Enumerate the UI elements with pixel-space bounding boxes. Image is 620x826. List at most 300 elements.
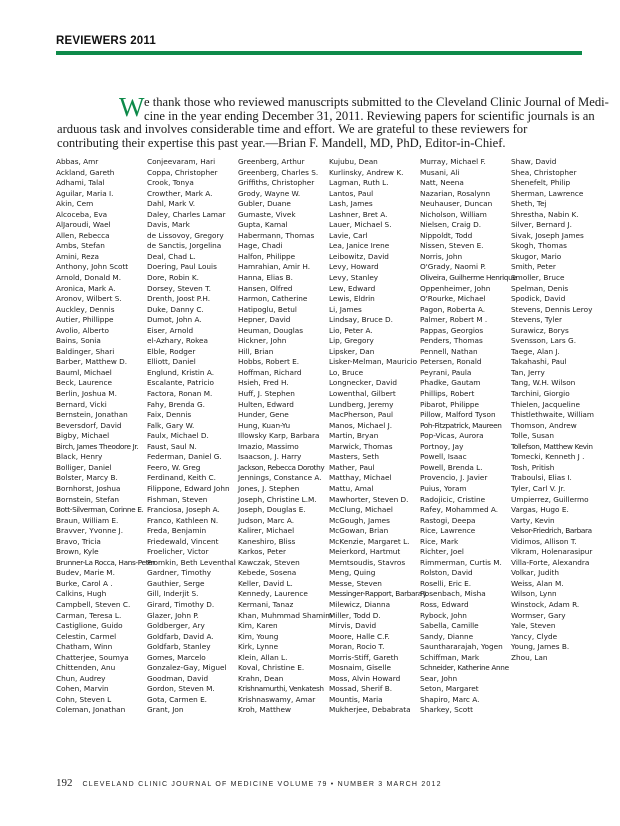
reviewer-name: Auckley, Dennis — [56, 304, 115, 314]
reviewer-name: Bravver, Yvonne J. — [56, 526, 124, 536]
reviewer-name: Mather, Paul — [329, 462, 375, 472]
reviewer-name: Villa-Forte, Alexandra — [511, 557, 590, 567]
reviewer-name: Spelman, Denis — [511, 283, 569, 293]
reviewer-name: Poh-Fitzpatrick, Maureen — [420, 420, 502, 430]
reviewer-name: Franciosa, Joseph A. — [147, 505, 220, 515]
reviewer-name: Brown, Kyle — [56, 547, 99, 557]
reviewer-name: Velsor-Friedrich, Barbara — [511, 526, 592, 536]
reviewer-name: Hickner, John — [238, 336, 287, 346]
reviewer-name: Kirk, Lynne — [238, 642, 279, 652]
reviewer-name: Gomes, Marcelo — [147, 652, 206, 662]
reviewer-name: Girard, Timothy D. — [147, 599, 215, 609]
reviewer-name: Nissen, Steven E. — [420, 241, 484, 251]
reviewer-name: Martin, Bryan — [329, 431, 379, 441]
reviewer-name: Shrestha, Nabin K. — [511, 209, 579, 219]
reviewer-name: Braun, William E. — [56, 515, 119, 525]
reviewer-name: Deal, Chad L. — [147, 251, 196, 261]
reviewer-name: Krishnamurthi, Venkatesh — [238, 684, 324, 694]
reviewer-name: Fahy, Brenda G. — [147, 399, 205, 409]
reviewer-name: Musani, Ali — [420, 167, 460, 177]
reviewer-name: Factora, Ronan M. — [147, 389, 213, 399]
reviewer-name: Beversdorf, David — [56, 420, 122, 430]
reviewer-name: Pappas, Georgios — [420, 325, 484, 335]
reviewer-name: Memtsoudis, Stavros — [329, 557, 406, 567]
reviewer-name: Schneider, Katherine Anne — [420, 663, 509, 673]
reviewer-name: Chatham, Winn — [56, 642, 113, 652]
reviewer-name: Lipsker, Dan — [329, 346, 375, 356]
reviewer-name: Kurlinsky, Andrew K. — [329, 167, 404, 177]
reviewer-name: Masters, Seth — [329, 452, 379, 462]
reviewer-name: Lagman, Ruth L. — [329, 178, 389, 188]
reviewer-name: Lew, Edward — [329, 283, 376, 293]
reviewer-name: Meng, Quing — [329, 568, 376, 578]
reviewer-name: Jackson, Rebecca Dorothy — [238, 462, 325, 472]
reviewer-name: Levy, Stanley — [329, 273, 379, 283]
reviewer-name: Stevens, Tyler — [511, 315, 563, 325]
reviewer-name: Nicholson, William — [420, 209, 487, 219]
reviewer-name: Dahl, Mark V. — [147, 199, 196, 209]
reviewer-name: Dumot, John A. — [147, 315, 202, 325]
reviewer-name: Dore, Robin K. — [147, 273, 199, 283]
reviewer-name: Faust, Saul N. — [147, 441, 197, 451]
reviewer-name: Escalante, Patricio — [147, 378, 214, 388]
reviewer-name: Lea, Janice Irene — [329, 241, 390, 251]
reviewer-name: Duke, Danny C. — [147, 304, 204, 314]
reviewer-name: Hunder, Gene — [238, 410, 289, 420]
reviewer-name: Palmer, Robert M . — [420, 315, 488, 325]
reviewer-name: Murray, Michael F. — [420, 157, 486, 166]
reviewer-name: Wilson, Lynn — [511, 589, 557, 599]
reviewer-name: Budev, Marie M. — [56, 568, 115, 578]
reviewer-name: Griffiths, Christopher — [238, 178, 315, 188]
reviewer-name: Bains, Sonia — [56, 336, 101, 346]
reviewer-name: Surawicz, Borys — [511, 325, 569, 335]
reviewer-name: Federman, Daniel G. — [147, 452, 222, 462]
reviewer-name: Glazer, John P. — [147, 610, 199, 620]
reviewer-name: Vargas, Hugo E. — [511, 505, 569, 515]
reviewer-name: Eiser, Arnold — [147, 325, 194, 335]
reviewer-name: Ambs, Stefan — [56, 241, 105, 251]
reviewer-name: Morris-Stiff, Gareth — [329, 652, 399, 662]
reviewer-name: Bolster, Marcy B. — [56, 473, 118, 483]
reviewer-name: Heuman, Douglas — [238, 325, 304, 335]
reviewer-name: Varty, Kevin — [511, 515, 555, 525]
page-footer — [56, 777, 442, 789]
reviewer-name: Gupta, Kamal — [238, 220, 288, 230]
reviewer-name: Greenberg, Charles S. — [238, 167, 319, 177]
reviewer-name: Pagon, Roberta A. — [420, 304, 486, 314]
reviewer-name: McGowan, Brian — [329, 526, 389, 536]
reviewer-name: Gauthier, Serge — [147, 578, 205, 588]
reviewer-name: Provencio, J. Javier — [420, 473, 488, 483]
reviewer-name: Bolliger, Daniel — [56, 462, 112, 472]
reviewer-name: Campbell, Steven C. — [56, 599, 131, 609]
reviewer-name: Lauer, Michael S. — [329, 220, 392, 230]
reviewer-name: Ackland, Gareth — [56, 167, 115, 177]
reviewer-name: Gordon, Steven M. — [147, 684, 215, 694]
reviewer-name: Tomecki, Kenneth J . — [511, 452, 585, 462]
drop-cap: W — [119, 92, 145, 122]
intro-paragraph — [57, 92, 609, 150]
reviewer-name: Lisker-Melman, Mauricio — [329, 357, 418, 367]
reviewer-name: Zhou, Lan — [511, 652, 548, 662]
reviewer-name: Sivak, Joseph James — [511, 230, 584, 240]
reviewer-name: Sandy, Dianne — [420, 631, 474, 641]
reviewer-name: Krishnaswamy, Amar — [238, 694, 316, 704]
reviewer-name: AlJaroudi, Wael — [56, 220, 111, 230]
reviewer-name: Hansen, Olfred — [238, 283, 293, 293]
reviewer-name: Lip, Gregory — [329, 336, 374, 346]
reviewer-name: Takahashi, Paul — [511, 357, 567, 367]
reviewer-name: Harmon, Catherine — [238, 294, 308, 304]
reviewer-column — [511, 157, 607, 663]
reviewer-name: Bernard, Vicki — [56, 399, 107, 409]
reviewer-name: Kaneshiro, Bliss — [238, 536, 296, 546]
reviewer-name: Tan, Jerry — [511, 367, 545, 377]
reviewer-name: Lowenthal, Gilbert — [329, 389, 396, 399]
reviewer-name: Conjeevaram, Hari — [147, 157, 216, 166]
reviewer-name: Greenberg, Arthur — [238, 157, 305, 166]
reviewer-name: Sheth, Tej — [511, 199, 547, 209]
reviewer-name: Akin, Cem — [56, 199, 94, 209]
reviewer-column — [56, 157, 155, 716]
reviewer-name: Tyler, Carl V. Jr. — [511, 483, 566, 493]
reviewer-name: Koval, Christine E. — [238, 663, 305, 673]
reviewer-name: Richter, Joel — [420, 547, 464, 557]
reviewer-name: Tollefson, Matthew Kevin — [511, 441, 593, 451]
reviewer-name: Celestin, Carmel — [56, 631, 117, 641]
reviewer-name: Kebede, Sosena — [238, 568, 297, 578]
reviewer-name: Bigby, Michael — [56, 431, 110, 441]
reviewer-name: Abbas, Amr — [56, 157, 99, 166]
intro-line: arduous task and involves considerable time and effort. We are grateful to these reviewers for — [57, 122, 528, 137]
reviewer-name: Vikram, Holenarasipur — [511, 547, 593, 557]
reviewer-name: Lo, Bruce — [329, 367, 364, 377]
reviewer-name: Kennedy, Laurence — [238, 589, 308, 599]
intro-line: cine in the year ending December 31, 2011. Reviewing papers for scientific journals is an — [144, 108, 595, 123]
reviewer-name: Hanna, Elias B. — [238, 273, 293, 283]
reviewer-name: Goodman, David — [147, 673, 209, 683]
reviewer-name: Ferdinand, Keith C. — [147, 473, 216, 483]
reviewer-name: Norris, John — [420, 251, 463, 261]
reviewer-name: Winstock, Adam R. — [511, 599, 580, 609]
reviewer-name: Ross, Edward — [420, 599, 469, 609]
reviewer-name: Bornhorst, Joshua — [56, 483, 121, 493]
reviewer-name: Joseph, Douglas E. — [238, 505, 306, 515]
reviewer-name: Englund, Kristin A. — [147, 367, 215, 377]
reviewer-name: Aguilar, Maria I. — [56, 188, 114, 198]
reviewer-name: Grody, Wayne W. — [238, 188, 301, 198]
reviewer-name: Hsieh, Fred H. — [238, 378, 289, 388]
reviewer-name: Roselli, Eric E. — [420, 578, 472, 588]
reviewer-name: el-Azhary, Rokea — [147, 336, 208, 346]
reviewer-name: Carman, Teresa L. — [56, 610, 122, 620]
reviewer-name: Mawhorter, Steven D. — [329, 494, 409, 504]
reviewer-name: Castiglione, Guido — [56, 621, 123, 631]
reviewer-name: Thielen, Jacqueline — [511, 399, 580, 409]
intro-line: contributing their expertise this past year.—Brian F. Mandell, MD, PhD, Editor-in-Chief. — [57, 135, 506, 150]
reviewer-name: Isaacson, J. Harry — [238, 452, 302, 462]
reviewer-name: Sabella, Camille — [420, 621, 479, 631]
reviewer-name: Gardner, Timothy — [147, 568, 212, 578]
reviewer-name: Huff, J. Stephen — [238, 389, 295, 399]
reviewer-name: Stevens, Dennis Leroy — [511, 304, 593, 314]
reviewer-name: Karkos, Peter — [238, 547, 286, 557]
reviewer-column — [329, 157, 428, 716]
reviewer-name: Rimmerman, Curtis M. — [420, 557, 502, 567]
reviewer-name: Illowsky Karp, Barbara — [238, 431, 320, 441]
reviewer-name: Tolle, Susan — [511, 431, 555, 441]
reviewer-name: Khan, Muhmmad Shamim — [238, 610, 333, 620]
reviewer-name: Aronica, Mark A. — [56, 283, 116, 293]
reviewer-name: Spodick, David — [511, 294, 566, 304]
reviewer-name: McClung, Michael — [329, 505, 393, 515]
reviewer-name: Mukherjee, Debabrata — [329, 705, 411, 715]
reviewer-name: Dorsey, Steven T. — [147, 283, 211, 293]
reviewer-name: Crowther, Mark A. — [147, 188, 213, 198]
reviewer-name: Autier, Phillippe — [56, 315, 114, 325]
reviewer-name: Sharkey, Scott — [420, 705, 473, 715]
reviewer-name: Lavie, Carl — [329, 230, 368, 240]
reviewer-name: Marwick, Thomas — [329, 441, 393, 451]
reviewer-name: Traboulsi, Elias I. — [511, 473, 572, 483]
reviewer-name: Keller, David L. — [238, 578, 293, 588]
reviewer-name: Kim, Young — [238, 631, 279, 641]
reviewer-name: Barber, Matthew D. — [56, 357, 128, 367]
reviewer-name: Fromkin, Beth Leventhal — [147, 557, 236, 567]
reviewer-name: Pillow, Malford Tyson — [420, 410, 496, 420]
reviewer-name: Chatterjee, Soumya — [56, 652, 129, 662]
reviewer-name: McGough, James — [329, 515, 390, 525]
reviewer-name: Mirvis, David — [329, 621, 377, 631]
reviewer-name: Pennell, Nathan — [420, 346, 478, 356]
reviewer-name: Phadke, Gautam — [420, 378, 481, 388]
reviewer-name: Volkar, Judith — [511, 568, 560, 578]
reviewer-name: Peyrani, Paula — [420, 367, 472, 377]
reviewer-name: Berlin, Joshua M. — [56, 389, 117, 399]
reviewer-name: Matthay, Michael — [329, 473, 392, 483]
reviewer-name: Hung, Kuan-Yu — [238, 420, 291, 430]
reviewer-name: Nazarian, Rosalynn — [420, 188, 491, 198]
reviewer-name: de Lissovoy, Gregory — [147, 230, 224, 240]
reviewer-name: Penders, Thomas — [420, 336, 483, 346]
reviewer-name: Young, James B. — [511, 642, 570, 652]
reviewer-name: Chun, Audrey — [56, 673, 106, 683]
reviewer-name: Kawczak, Steven — [238, 557, 300, 567]
reviewer-name: Tang, W.H. Wilson — [511, 378, 576, 388]
reviewer-name: Wormser, Gary — [511, 610, 566, 620]
reviewer-name: Cohn, Steven L — [56, 694, 112, 704]
reviewer-name: Oliveira, Guilherme Henrique — [420, 273, 517, 283]
reviewer-name: Radojicic, Cristine — [420, 494, 486, 504]
reviewer-name: Svensson, Lars G. — [511, 336, 577, 346]
reviewer-name: Vidimos, Allison T. — [511, 536, 577, 546]
reviewer-name: Tarchini, Giorgio — [511, 389, 570, 399]
reviewer-name: Crook, Tonya — [147, 178, 194, 188]
reviewer-name: Faulx, Michael D. — [147, 431, 209, 441]
reviewer-name: Hulten, Edward — [238, 399, 294, 409]
reviewer-name: Shaw, David — [511, 157, 557, 166]
reviewer-name: Levy, Howard — [329, 262, 379, 272]
reviewer-name: Hepner, David — [238, 315, 291, 325]
reviewer-name: Elliott, Daniel — [147, 357, 196, 367]
reviewer-name: Rolston, David — [420, 568, 473, 578]
reviewer-name: Cohen, Marvin — [56, 684, 109, 694]
reviewer-name: Silver, Bernard J. — [511, 220, 572, 230]
reviewer-name: Meierkord, Hartmut — [329, 547, 401, 557]
reviewer-name: Rice, Mark — [420, 536, 459, 546]
reviewer-name: Messinger-Rapport, Barbara J. — [329, 589, 428, 599]
reviewer-name: Lindsay, Bruce D. — [329, 315, 393, 325]
reviewer-name: Alcoceba, Eva — [56, 209, 108, 219]
reviewer-name: Chittenden, Anu — [56, 663, 116, 673]
reviewer-name: Skugor, Mario — [511, 251, 562, 261]
reviewer-name: Freda, Benjamin — [147, 526, 207, 536]
reviewer-name: Franco, Kathleen N. — [147, 515, 219, 525]
reviewer-name: Joseph, Christine L.M. — [238, 494, 317, 504]
reviewer-name: Smoller, Bruce — [511, 273, 565, 283]
reviewer-name: Taege, Alan J. — [511, 346, 560, 356]
reviewer-name: Kujubu, Dean — [329, 157, 378, 166]
reviewer-name: Bott-Silverman, Corinne E. — [56, 505, 144, 515]
reviewer-name: Aronov, Wilbert S. — [56, 294, 122, 304]
reviewer-name: Coppa, Christopher — [147, 167, 218, 177]
reviewer-name: Hill, Brian — [238, 346, 274, 356]
reviewer-name: Lash, James — [329, 199, 373, 209]
reviewer-name: Avolio, Alberto — [56, 325, 109, 335]
reviewer-name: Sear, John — [420, 673, 458, 683]
reviewer-name: Burke, Carol A . — [56, 578, 113, 588]
reviewer-name: MacPherson, Paul — [329, 410, 394, 420]
reviewer-name: Shapiro, Marc A. — [420, 694, 480, 704]
page-number: 192 — [56, 777, 73, 789]
reviewer-name: Kalirer, Michael — [238, 526, 295, 536]
reviewer-name: Lundberg, Jeremy — [329, 399, 394, 409]
reviewer-name: Bauml, Michael — [56, 367, 112, 377]
reviewer-name: Rastogi, Deepa — [420, 515, 476, 525]
reviewer-name: Hamrahian, Amir H. — [238, 262, 311, 272]
reviewer-name: Habermann, Thomas — [238, 230, 315, 240]
reviewer-name: Anthony, John Scott — [56, 262, 129, 272]
reviewer-column — [238, 157, 334, 716]
reviewer-name: Bravo, Tricia — [56, 536, 101, 546]
reviewer-name: O'Rourke, Michael — [420, 294, 486, 304]
reviewer-name: Smith, Peter — [511, 262, 556, 272]
reviewer-name: Moran, Rocio T. — [329, 642, 385, 652]
reviewer-name: Birch, James Theodore Jr. — [56, 441, 139, 451]
reviewer-name: Rybock, John — [420, 610, 467, 620]
reviewer-list — [56, 157, 596, 747]
reviewer-name: Adhami, Talal — [56, 178, 105, 188]
reviewer-name: Rosenbach, Misha — [420, 589, 486, 599]
reviewer-name: Messe, Steven — [329, 578, 382, 588]
reviewer-name: Hage, Chadi — [238, 241, 283, 251]
reviewer-name: Longnecker, David — [329, 378, 397, 388]
reviewer-column — [147, 157, 243, 716]
reviewer-name: Doering, Paul Louis — [147, 262, 217, 272]
reviewer-name: Schiffman, Mark — [420, 652, 480, 662]
reviewer-name: Milewicz, Dianna — [329, 599, 391, 609]
reviewer-name: Filippone, Edward John — [147, 483, 230, 493]
section-title: REVIEWERS 2011 — [56, 35, 156, 47]
reviewer-name: Fishman, Steven — [147, 494, 208, 504]
reviewer-name: Gumaste, Vivek — [238, 209, 296, 219]
reviewer-name: Lashner, Bret A. — [329, 209, 388, 219]
reviewer-name: Arnold, Donald M. — [56, 273, 122, 283]
reviewer-name: Li, James — [329, 304, 362, 314]
reviewer-name: Petersen, Ronald — [420, 357, 482, 367]
reviewer-name: Imazio, Massimo — [238, 441, 299, 451]
reviewer-name: Froelicher, Victor — [147, 547, 209, 557]
reviewer-name: McKenzie, Margaret L. — [329, 536, 410, 546]
reviewer-name: Krahn, Dean — [238, 673, 284, 683]
reviewer-name: Powell, Brenda L. — [420, 462, 483, 472]
reviewer-name: Leibowitz, David — [329, 251, 389, 261]
journal-info: CLEVELAND CLINIC JOURNAL OF MEDICINE VOLUME 79 • NUMBER 3 MARCH 2012 — [82, 781, 442, 788]
reviewer-name: Rafey, Mohammed A. — [420, 505, 499, 515]
reviewer-name: Allen, Rebecca — [56, 230, 110, 240]
reviewer-name: Powell, Isaac — [420, 452, 467, 462]
reviewer-name: Yale, Steven — [511, 621, 556, 631]
reviewer-name: Lantos, Paul — [329, 188, 374, 198]
reviewer-name: Portnoy, Jay — [420, 441, 464, 451]
reviewer-name: Tosh, Pritish — [511, 462, 555, 472]
reviewer-name: Yancy, Clyde — [511, 631, 558, 641]
reviewer-name: Kermani, Tanaz — [238, 599, 294, 609]
reviewer-name: Jennings, Constance A. — [238, 473, 322, 483]
reviewer-name: Goldberger, Ary — [147, 621, 205, 631]
reviewer-name: Davis, Mark — [147, 220, 190, 230]
reviewer-name: Oppenheimer, John — [420, 283, 491, 293]
reviewer-name: Moss, Alvin Howard — [329, 673, 401, 683]
reviewer-name: Mountis, Maria — [329, 694, 383, 704]
reviewer-name: Kim, Karen — [238, 621, 278, 631]
reviewer-name: Brunner-La Rocca, Hans-Peter — [56, 557, 155, 567]
reviewer-name: Mattu, Amal — [329, 483, 374, 493]
reviewer-name: Klein, Allan L. — [238, 652, 288, 662]
reviewer-name: Kroh, Matthew — [238, 705, 291, 715]
reviewer-name: Shenefelt, Philip — [511, 178, 571, 188]
reviewer-name: Sherman, Lawrence — [511, 188, 584, 198]
reviewer-name: Black, Henry — [56, 452, 103, 462]
reviewer-name: Beck, Laurence — [56, 378, 112, 388]
reviewer-name: Nielsen, Craig D. — [420, 220, 482, 230]
reviewer-name: Weiss, Alan M. — [511, 578, 564, 588]
reviewer-name: Coleman, Jonathan — [56, 705, 126, 715]
reviewer-name: Falk, Gary W. — [147, 420, 195, 430]
reviewer-name: Pop-Vicas, Aurora — [420, 431, 484, 441]
reviewer-name: Judson, Marc A. — [238, 515, 295, 525]
reviewer-name: Seton, Margaret — [420, 684, 479, 694]
reviewer-name: de Sanctis, Jorgelina — [147, 241, 222, 251]
reviewer-name: Gubler, Duane — [238, 199, 291, 209]
reviewer-name: Phillips, Robert — [420, 389, 475, 399]
reviewer-name: Faix, Dennis — [147, 410, 192, 420]
reviewer-name: Goldfarb, David A. — [147, 631, 214, 641]
reviewer-name: Jones, J. Stephen — [238, 483, 300, 493]
section-rule — [56, 51, 582, 55]
reviewer-name: O'Grady, Naomi P. — [420, 262, 486, 272]
reviewer-name: Hobbs, Robert E. — [238, 357, 300, 367]
reviewer-name: Gill, Inderjit S. — [147, 589, 199, 599]
reviewer-name: Thomson, Andrew — [511, 420, 577, 430]
reviewer-name: Miller, Todd D. — [329, 610, 381, 620]
reviewer-name: Mossad, Sherif B. — [329, 684, 393, 694]
reviewer-column — [420, 157, 516, 716]
reviewer-name: Lio, Peter A. — [329, 325, 373, 335]
reviewer-name: Neuhauser, Duncan — [420, 199, 493, 209]
reviewer-name: Friedewald, Vincent — [147, 536, 219, 546]
